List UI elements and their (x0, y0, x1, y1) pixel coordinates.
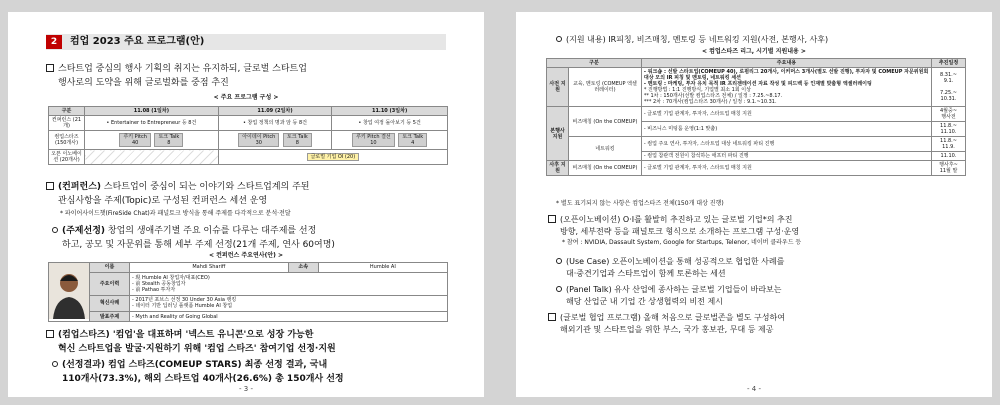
name-label: 이름 (90, 263, 130, 273)
square-bullet-icon (46, 182, 54, 190)
career-list: - 現 Humble AI 창업자/대표(CEO) - 前 Stealth 공동창업자 - 前 Pathao 투자자 (130, 272, 448, 295)
page-3 (8, 12, 484, 397)
innovation-list: - 2017년 포브스 선정 30 Under 30 Asia 랭킹 - 데이터 기반 딥러닝 플랫폼 Humble AI 창업 (130, 295, 448, 311)
league-table-caption: < 컴업스타즈 리그, 시기별 지원내용 > (702, 48, 806, 55)
panel-talk-paragraph: (Panel Talk) 유사 산업에 종사하는 글로벌 기업들이 바라보는 해당 산업군 내 기업 간 상생협력의 비전 제시 (556, 284, 978, 308)
league-header: 추진일정 (932, 59, 966, 68)
page-number: - 3 - (239, 385, 253, 393)
content-cell: - 컴업 참관객 전원이 참석하는 애프터 파티 진행 (641, 152, 931, 161)
date-cell: 11.10. (932, 152, 966, 161)
circle-bullet-icon (556, 286, 562, 292)
sub-label: 비즈매칭 (On the COMEUP) (569, 161, 642, 176)
table2-caption: < 컨퍼런스 주요연사(안) > (209, 252, 283, 259)
date-cell: 행사후~ 11월 말 (932, 161, 966, 176)
talk-chip: 토크 Talk 8 (283, 133, 312, 147)
league-header: 주요내용 (641, 59, 931, 68)
pitch-chip: 루키 Pitch 40 (119, 133, 150, 147)
group-label: 본행사 지원 (547, 107, 569, 161)
speaker-affiliation: Humble AI (318, 263, 447, 273)
date-cell: 11.8.~ 11.9. (932, 137, 966, 152)
row-label: 오픈 이노베이션 (20개사) (49, 150, 85, 165)
content-cell: - 컴업 주요 연사, 투자자, 스타트업 대상 네트워킹 파티 진행 (641, 137, 931, 152)
circle-bullet-icon (556, 258, 562, 264)
table1-cell: • 창업 여정 돌아보기 등 5건 (332, 116, 448, 131)
square-bullet-icon (46, 64, 54, 72)
speaker-photo (49, 263, 90, 322)
group-label: 사전 지원 (547, 68, 569, 107)
league-table (546, 58, 966, 176)
program-table (48, 106, 448, 165)
intro-paragraph (46, 62, 464, 90)
speaker-topic: - Myth and Reality of Going Global (130, 312, 448, 322)
conference-paragraph: (컨퍼런스) 스타트업이 중심이 되는 이야기와 스타트업계의 주된 관심사항을 주제(Topic)로 구성된 컨퍼런스 세션 운영 * 파이어사이드챗(FireSide Chat)과 패널토크 방식을 통해 주제를 다각적으로 분석·전달 (46, 180, 464, 218)
speaker-name: Mahdi Shariff (130, 263, 289, 273)
use-case-paragraph: (Use Case) 오픈이노베이션을 통해 성공적으로 협업한 사례를 대·중견기업과 스타트업이 함께 토론하는 세션 (556, 256, 978, 280)
table1-header: 11.08 (1일차) (85, 107, 219, 116)
talk-chip: 토크 Talk 4 (398, 133, 427, 147)
affiliation-label: 소속 (288, 263, 318, 273)
row-label: 컴업스타즈 (150개사) (49, 131, 85, 150)
table-note: * 별도 표기되지 않는 사항은 컴업스타즈 전체(150개 대상 진행) (556, 200, 724, 207)
empty-cell (85, 150, 219, 165)
sub-label: 교육, 멘토링 (COMEUP 엑셀러레이터) (569, 68, 642, 107)
oi-note: * 참여 : NVIDIA, Dassault System, Google for Startups, Telenor, 네이버 클라우드 등 (562, 239, 802, 246)
table1-header: 11.09 (2일차) (218, 107, 332, 116)
circle-bullet-icon (52, 227, 58, 233)
table1-caption: < 주요 프로그램 구성 > (213, 94, 279, 101)
circle-bullet-icon (52, 361, 58, 367)
table1-header: 11.10 (3일차) (332, 107, 448, 116)
content-cell: - 비즈니스 미팅룸 운영(1:1 맞춤) (641, 122, 931, 137)
date-cell: 8.31.~ 9.1. 7.25.~ 10.31. (932, 68, 966, 107)
league-header: 구분 (547, 59, 642, 68)
group-label: 사후 지원 (547, 161, 569, 176)
oi-chip: 글로벌 기업 OI (20) (307, 153, 360, 161)
topic-label: 발표주제 (90, 312, 130, 322)
row-label: 컨퍼런스 (21개) (49, 116, 85, 131)
section-title: 컴업 2023 주요 프로그램(안) (70, 36, 205, 47)
innovation-label: 혁신사례 (90, 295, 130, 311)
table1-cell: • 창업 정책의 명과 암 등 8건 (218, 116, 332, 131)
square-bullet-icon (46, 330, 54, 338)
content-cell: - 글로벌 기업 관계자, 투자자, 스타트업 매칭 지원 (641, 107, 931, 122)
open-innovation-paragraph: (오픈이노베이션) O·I를 활발히 추진하고 있는 글로벌 기업*의 추진 방향, 세부전략 등을 패널토크 형식으로 소개하는 프로그램 구성·운영 * 참여 : NVIDIA, Dassault System, Google for Startups, Telenor, 네이버 클라우드 등 (548, 214, 978, 247)
speaker-table (48, 262, 448, 322)
page-4 (516, 12, 992, 397)
selection-paragraph: (선정결과) 컴업 스타즈(COMEUP STARS) 최종 선정 결과, 국내 110개사(73.3%), 해외 스타트업 40개사(26.6%) 총 150개사 선정 (52, 358, 464, 386)
pitch-chip: 아이데이 Pitch 30 (238, 133, 279, 147)
table1-cell: • Entertainer to Entrepreneur 등 8건 (85, 116, 219, 131)
section-number: 2 (46, 35, 62, 49)
date-cell: 11.8.~ 11.10. (932, 122, 966, 137)
circle-bullet-icon (556, 36, 562, 42)
avatar (49, 263, 89, 319)
sub-label: 비즈매칭 (On the COMEUP) (569, 107, 642, 137)
content-cell: - 워크숍 : 선발 스타트업(COMEUP 40), 로펌리그 20개사, 이커머스 3개사(별도 선발 진행), 투자자 및 COMEUP 자문위원회 대상 모의 IR 피칭 및 멘토링, 네트워킹 세션 - 멘토링 : 마케팅, 투자 유치 목적 IR 프리젠테이션 자료 작성 및 피드백 등 인재별 맞춤형 엑셀러레이팅 * 진행방법 : 1:1 진행방식, 기업별 최소 1회 이상 ** 1차 : 150개사(선발 컴업스타즈 전체) / 일정 : 7.25.~8.17. *** 2차 : 70개사(컴업스타즈 30개사) / 일정 : 9.1.~10.31. (641, 68, 931, 107)
page-number: - 4 - (747, 385, 761, 393)
intro-line-2: 행사로의 도약을 위해 글로벌화를 중점 추진 (58, 78, 229, 88)
topic-paragraph: (주제선정) 창업의 생애주기별 주요 이슈를 다루는 대주제를 선정 하고, 공모 및 자문위를 통해 세부 주제 선정(21개 주제, 연사 60여명) (52, 224, 464, 252)
square-bullet-icon (548, 313, 556, 321)
content-cell: - 글로벌 기업 관계자, 투자자, 스타트업 매칭 지원 (641, 161, 931, 176)
support-line: (지원 내용) IR피칭, 비즈매칭, 멘토링 등 네트워킹 지원(사전, 본행사, 사후) (556, 34, 972, 46)
career-label: 주요이력 (90, 272, 130, 295)
date-cell: 4월중~ 행사전 (932, 107, 966, 122)
square-bullet-icon (548, 215, 556, 223)
sub-label: 네트워킹 (569, 137, 642, 161)
conference-note: * 파이어사이드챗(FireSide Chat)과 패널토크 방식을 통해 주제를 다각적으로 분석·전달 (60, 210, 291, 217)
global-program-paragraph: (글로벌 협업 프로그램) 올해 처음으로 글로벌존을 별도 구성하여 해외기관 및 스타트업을 위한 부스, 국가 홍보관, 무대 등 제공 (548, 312, 978, 336)
section-header (46, 34, 446, 50)
comeup-stars-paragraph: (컴업스타즈) '컴업'을 대표하며 '넥스트 유니콘'으로 성장 가능한 혁신 스타트업을 발굴·지원하기 위해 '컴업 스타즈' 참여기업 선정·지원 (46, 328, 464, 356)
table1-header: 구분 (49, 107, 85, 116)
pitch-chip: 루키 Pitch 결선 10 (352, 133, 395, 147)
talk-chip: 토크 Talk 8 (154, 133, 183, 147)
intro-line-1: 스타트업 중심의 행사 기획의 취지는 유지하되, 글로벌 스타트업 (58, 64, 307, 74)
